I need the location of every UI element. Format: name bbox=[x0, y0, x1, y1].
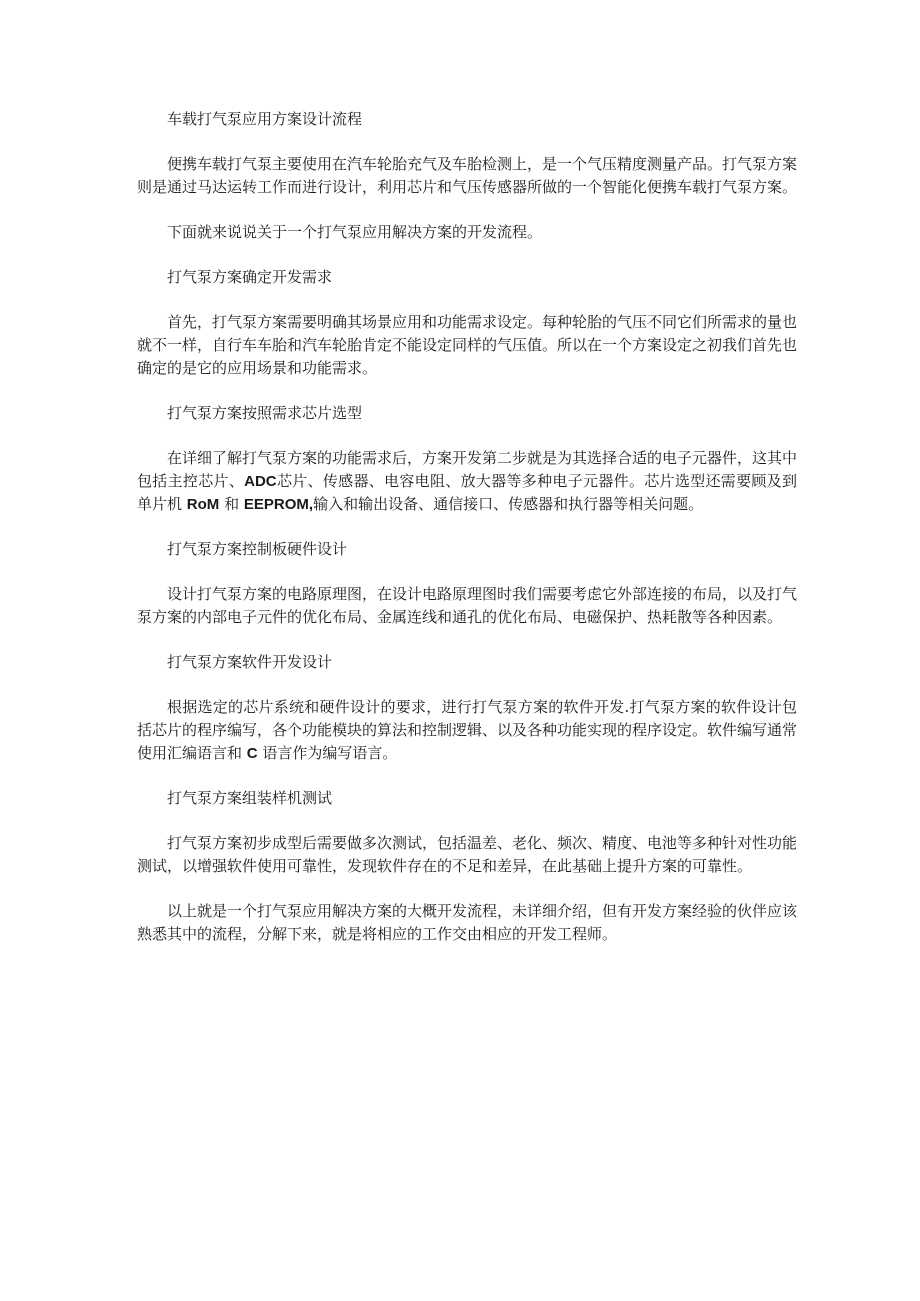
text-run-eeprom: EEPROM, bbox=[243, 496, 314, 513]
section-heading-software: 打气泵方案软件开发设计 bbox=[167, 653, 333, 671]
section-body-hardware: 设计打气泵方案的电路原理图，在设计电路原理图时我们需要考虑它外部连接的布局，以及打气泵方案的内部电子元件的优化布局、金属连线和通孔的优化布局、电磁保护、热耗散等各种因素。 bbox=[137, 585, 798, 626]
section-heading-requirements: 打气泵方案确定开发需求 bbox=[167, 268, 333, 286]
section-body-software bbox=[137, 696, 797, 765]
section-body-chip-selection bbox=[137, 447, 797, 516]
text-run: 输入和输出设备、通信接口、传感器和执行器等相关问题。 bbox=[313, 495, 704, 513]
lead-paragraph: 下面就来说说关于一个打气泵应用解决方案的开发流程。 bbox=[167, 223, 543, 241]
text-run: 根据选定的芯片系统和硬件设计的要求，进行打气泵方案的软件开发.打气泵方案的软件设计包括芯片的程序编写，各个功能模块的算法和控制逻辑、以及各种功能实现的程序设定。软件编写通常使用汇编语言和 bbox=[137, 698, 798, 762]
section-body-requirements: 首先，打气泵方案需要明确其场景应用和功能需求设定。每种轮胎的气压不同它们所需求的量也就不一样，自行车车胎和汽车轮胎肯定不能设定同样的气压值。所以在一个方案设定之初我们首先也确定的是它的应用场景和功能需求。 bbox=[137, 313, 798, 377]
text-run: 在详细了解打气泵方案的功能需求后，方案开发第二步就是为其选择合适的电子元器件，这其中包括主控芯片、 bbox=[137, 449, 798, 490]
intro-paragraph: 便携车载打气泵主要使用在汽车轮胎充气及车胎检测上，是一个气压精度测量产品。打气泵方案则是通过马达运转工作而进行设计，利用芯片和气压传感器所做的一个智能化便携车载打气泵方案。 bbox=[137, 155, 798, 196]
text-run-adc: ADC bbox=[244, 473, 277, 490]
text-run-c: C bbox=[246, 745, 258, 762]
text-run: 语言作为编写语言。 bbox=[262, 744, 398, 762]
document-title: 车载打气泵应用方案设计流程 bbox=[167, 110, 363, 128]
section-heading-hardware: 打气泵方案控制板硬件设计 bbox=[167, 540, 348, 558]
conclusion-paragraph: 以上就是一个打气泵应用解决方案的大概开发流程，未详细介绍，但有开发方案经验的伙伴应该熟悉其中的流程，分解下来，就是将相应的工作交由相应的开发工程师。 bbox=[137, 902, 798, 943]
text-run: 和 bbox=[224, 495, 240, 513]
section-heading-testing: 打气泵方案组装样机测试 bbox=[167, 789, 333, 807]
document-body bbox=[137, 108, 797, 968]
text-run: 芯片、传感器、电容电阻、放大器等多种电子元器件。芯片选型还需要顾及到单片机 bbox=[137, 472, 797, 513]
section-body-testing: 打气泵方案初步成型后需要做多次测试，包括温差、老化、频次、精度、电池等多种针对性功能测试，以增强软件使用可靠性，发现软件存在的不足和差异，在此基础上提升方案的可靠性。 bbox=[137, 834, 798, 875]
section-heading-chip-selection: 打气泵方案按照需求芯片选型 bbox=[167, 404, 363, 422]
text-run-rom: RoM bbox=[186, 496, 220, 513]
